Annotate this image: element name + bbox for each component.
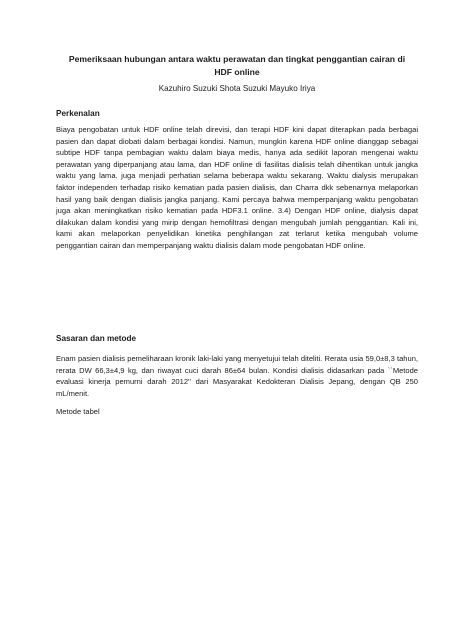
intro-heading: Perkenalan bbox=[56, 109, 100, 118]
metode-tabel-line: Metode tabel bbox=[56, 407, 100, 416]
methods-heading: Sasaran dan metode bbox=[56, 334, 137, 343]
authors-line: Kazuhiro Suzuki Shota Suzuki Mayuko Iriya bbox=[158, 84, 316, 93]
paper-title: Pemeriksaan hubungan antara waktu perawatan dan tingkat penggantian cairan di HDF online bbox=[68, 54, 406, 77]
methods-paragraph: Enam pasien dialisis pemeliharaan kronik laki-laki yang menyetujui telah diteliti. Rerata usia 59,0±8,3 tahun, rerata DW 66,3±4,9 kg, dan riwayat cuci darah 86±64 bulan. Kondisi dialisis didasarkan pada ``Metode evaluasi kinerja pemurni darah 2012'' dari Masyarakat Kedokteran Dialisis Jepang, dengan QB 250 mL/menit. bbox=[56, 354, 418, 398]
intro-paragraph: Biaya pengobatan untuk HDF online telah direvisi, dan terapi HDF kini dapat diterapkan pada berbagai pasien dan dapat diobati dalam berbagai kondisi. Namun, mungkin karena HDF online dianggap sebagai subtipe HDF tanpa pembagian waktu dalam biaya medis, hanya ada sedikit laporan mengenai waktu perawatan yang diperpanjang atau lama, dan HDF online di fasilitas dialisis telah dihentikan untuk jangka waktu yang lama. juga menjadi perhatian selama beberapa waktu sekarang. Waktu dialysis merupakan faktor independen terhadap risiko kematian pada pasien dialisis, dan Charra dkk sebenarnya melaporkan hasil yang baik dengan dialisis jangka panjang. Kami percaya bahwa memperpanjang waktu pengobatan juga akan meningkatkan risiko kematian pada HDF3.1 online. 3.4) Dengan HDF online, dialysis dapat dilakukan dalam kondisi yang mirip dengan hemofiltrasi dengan mengubah jumlah penggantian. Kali ini, kami akan melaporkan penyelidikan kinetika penghilangan zat terlarut ketika mengubah volume penggantian cairan dan memperpanjang waktu dialisis dalam mode pengobatan HDF online. bbox=[56, 125, 418, 250]
